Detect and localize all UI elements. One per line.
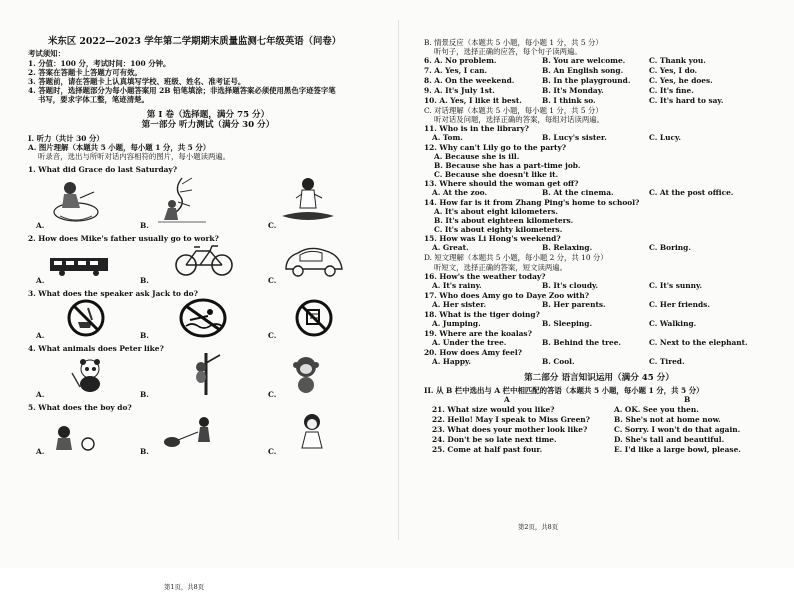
notice-title: 考试须知：	[28, 49, 65, 59]
section-b-instructions: 听句子，选择正确的应答，每个句子读两遍。	[434, 47, 582, 57]
option-c-label: C.	[268, 275, 277, 285]
girl-on-magic-carpet-icon	[276, 174, 340, 228]
option-a-label: A.	[36, 275, 45, 285]
section-d-heading: D. 短文理解（本题共 5 小题，每小题 2 分，共 10 分）	[424, 253, 608, 263]
part2-title: 第二部分 语言知识运用（满分 45 分）	[524, 372, 674, 383]
option-c-label: C.	[268, 389, 277, 399]
section-b-heading: B. 情景反应（本题共 5 小题，每小题 1 分，共 5 分）	[424, 38, 603, 47]
boy-walking-dog-icon	[158, 414, 222, 452]
notice-5: 书写，要求字体工整，笔迹清楚。	[38, 94, 149, 104]
section-2-heading: II. 从 B 栏中选出与 A 栏中相匹配的答语（本题共 5 小题，每小题 1 分，共 5 分）	[424, 386, 704, 396]
match-row-21: 21. What size would you like? A. OK. See you then.	[432, 405, 699, 415]
option-a-label: A.	[36, 220, 45, 230]
panda-icon	[68, 357, 108, 393]
option-b-label: B.	[140, 446, 149, 456]
question-1: 1. What did Grace do last Saturday?	[28, 164, 178, 174]
option-b-label: B.	[140, 275, 149, 285]
right-page-footer: 第2页，共8页	[518, 523, 559, 531]
q14-option-b: B. It's about eighteen kilometers.	[434, 216, 574, 226]
section-a-heading: A. 图片理解（本题共 5 小题，每小题 1 分，共 5 分）	[28, 142, 211, 152]
match-row-23: 23. What does your mother look like? C. Sorry. I won't do that again.	[432, 425, 741, 435]
q12-option-a: A. Because she is ill.	[434, 152, 520, 162]
part1-title: 第一部分 听力测试（满分 30 分）	[141, 120, 275, 131]
q14-option-a: A. It's about eight kilometers.	[434, 207, 558, 217]
exam-title: 米东区 2022—2023 学年第二学期期末质量监测七年级英语（问卷）	[48, 36, 342, 47]
bicycle-icon	[174, 243, 234, 277]
q14-option-c: C. It's about eighty kilometers.	[434, 225, 563, 235]
option-b-label: B.	[140, 389, 149, 399]
boy-playing-icon	[50, 420, 102, 454]
monkey-icon	[286, 353, 326, 395]
notice-1: 1. 分值：100 分，考试时间：100 分钟。	[28, 58, 171, 68]
q9-row: 9. A. It's July 1st. B. It's Monday. C. It's fine.	[424, 86, 694, 96]
left-page	[28, 36, 388, 591]
option-b-label: B.	[140, 330, 149, 340]
match-row-24: 24. Don't be so late next time. D. She's tall and beautiful.	[432, 435, 725, 445]
question-12: 12. Why can't Lily go to the party?	[424, 143, 567, 153]
no-swimming-sign-icon	[178, 298, 228, 338]
question-13: 13. Where should the woman get off?	[424, 179, 579, 189]
koala-on-tree-icon	[186, 353, 226, 395]
match-row-25: 25. Come at half past four. E. I'd like a large bowl, please.	[432, 445, 741, 455]
question-18: 18. What is the tiger doing?	[424, 309, 540, 319]
no-littering-sign-icon	[294, 298, 334, 338]
q20-options: A. Happy. B. Cool. C. Tired.	[432, 356, 685, 366]
option-a-label: A.	[36, 389, 45, 399]
q8-row: 8. A. On the weekend. B. In the playground. C. Yes, he does.	[424, 76, 713, 86]
option-a-label: A.	[36, 446, 45, 456]
match-column-headers: A B	[504, 395, 691, 405]
question-11: 11. Who is in the library?	[424, 124, 529, 134]
q10-row: 10. A. Yes, I like it best. B. I think so. C. It's hard to say.	[424, 96, 724, 106]
q11-options: A. Tom. B. Lucy's sister. C. Lucy.	[432, 133, 681, 143]
option-b-label: B.	[140, 220, 149, 230]
volume-title: 第 I 卷（选择题，满分 75 分）	[146, 109, 270, 120]
girl-standing-icon	[292, 412, 332, 454]
section-d-instructions: 听短文，选择正确的答案，短文读两遍。	[434, 262, 568, 272]
section-c-instructions: 听对话及问题，选择正确的答案，每组对话读两遍。	[434, 115, 604, 125]
question-15: 15. How was Li Hong's weekend?	[424, 234, 561, 244]
section-c-heading: C. 对话理解（本题共 5 小题，每小题 1 分，共 5 分）	[424, 106, 603, 116]
question-1-pictures	[28, 174, 388, 230]
option-c-label: C.	[268, 220, 277, 230]
bus-icon	[48, 255, 112, 277]
q18-options: A. Jumping. B. Sleeping. C. Walking.	[432, 318, 697, 328]
q6-row: 6. A. No problem. B. You are welcome. C. Thank you.	[424, 56, 706, 66]
no-eating-sign-icon	[66, 298, 106, 338]
question-3: 3. What does the speaker ask Jack to do?	[28, 288, 198, 298]
option-c-label: C.	[268, 330, 277, 340]
q7-row: 7. A. Yes, I can. B. An English song. C. Yes, I do.	[424, 66, 698, 76]
notice-2: 2. 答案在答题卡上答题方可有效。	[28, 67, 142, 77]
question-16: 16. How's the weather today?	[424, 271, 546, 281]
right-page	[424, 38, 774, 538]
q13-options: A. At the zoo. B. At the cinema. C. At the post office.	[432, 188, 734, 198]
q19-options: A. Under the tree. B. Behind the tree. C. Next to the elephant.	[432, 337, 748, 347]
question-20: 20. How does Amy feel?	[424, 347, 522, 357]
option-c-label: C.	[268, 446, 277, 456]
question-2: 2. How does Mike's father usually go to work?	[28, 233, 219, 243]
q12-option-b: B. Because she has a part-time job.	[434, 161, 581, 171]
q16-options: A. It's rainy. B. It's cloudy. C. It's sunny.	[432, 280, 703, 290]
notice-4: 4. 答题时，选择题部分为每小题答案用 2B 铅笔填涂；非选择题答案必须使用黑色字迹签字笔	[28, 85, 336, 95]
page-divider	[398, 20, 399, 540]
question-14: 14. How far is it from Zhang Ping's home to school?	[424, 198, 640, 208]
question-4-pictures	[28, 353, 388, 399]
match-row-22: 22. Hello! May I speak to Miss Green? B. She's not at home now.	[432, 415, 721, 425]
section-a-instructions: 听录音，选出与所听对话内容相符的图片，每小题读两遍。	[38, 151, 231, 161]
woman-gardening-icon	[154, 174, 210, 224]
listening-heading: I. 听力（共计 30 分）	[28, 133, 104, 143]
car-icon	[282, 243, 346, 279]
question-17: 17. Who does Amy go to Daye Zoo with?	[424, 290, 590, 300]
question-2-pictures	[28, 243, 388, 285]
notice-3: 3. 答题前，请在答题卡上认真填写学校、班级、姓名、准考证号。	[28, 76, 246, 86]
question-19: 19. Where are the koalas?	[424, 328, 532, 338]
question-5: 5. What does the boy do?	[28, 402, 132, 412]
left-page-footer: 第1页，共8页	[164, 583, 205, 591]
question-4: 4. What animals does Peter like?	[28, 343, 164, 353]
question-3-pictures	[28, 298, 388, 340]
q12-option-c: C. Because she doesn't like it.	[434, 170, 559, 180]
q15-options: A. Great. B. Relaxing. C. Boring.	[432, 243, 691, 253]
girl-cooking-icon	[50, 176, 102, 226]
question-5-pictures	[28, 412, 388, 456]
option-a-label: A.	[36, 330, 45, 340]
q17-options: A. Her sister. B. Her parents. C. Her friends.	[432, 299, 710, 309]
